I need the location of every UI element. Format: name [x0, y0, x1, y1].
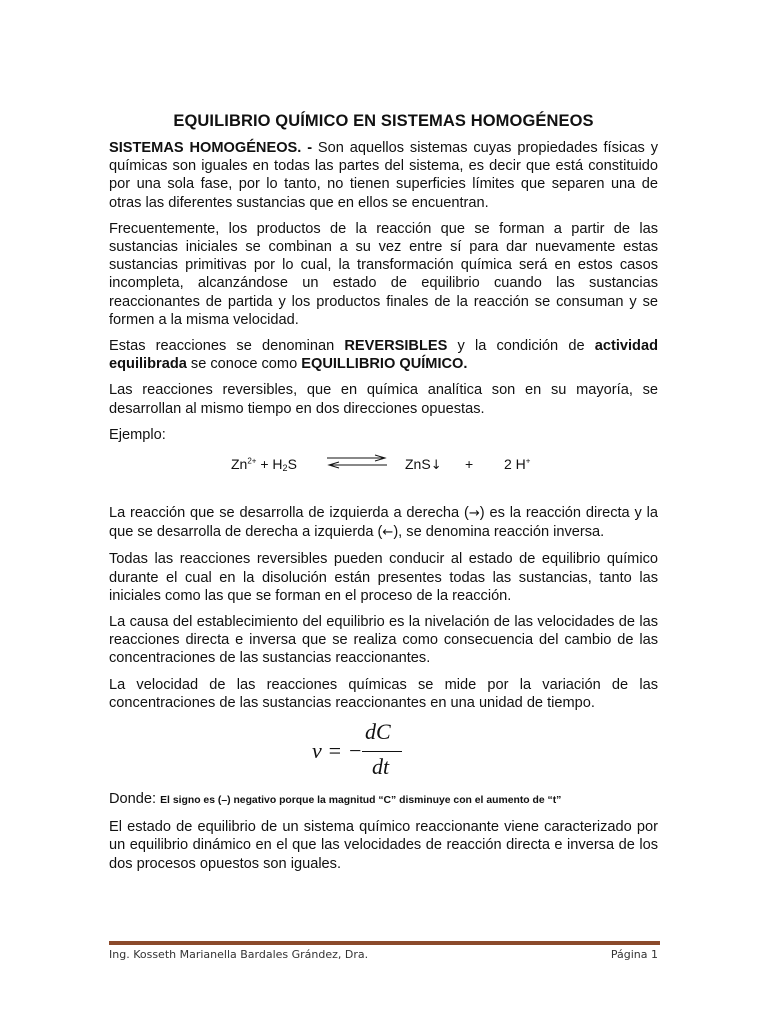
product-zns: ZnS↓: [405, 456, 442, 474]
fraction-bar: [362, 751, 402, 752]
example-label: Ejemplo:: [109, 426, 166, 443]
paragraph-dynamic-equilibrium: El estado de equilibrio de un sistema químico reaccionante viene caracterizado por un equilibrio dinámico en el que las velocidades de reacción directa e inversa de los dos procesos opuestos son iguales.: [109, 819, 658, 872]
paragraph-equilibrium-state: Todas las reacciones reversibles pueden conducir al estado de equilibrio químico durante el cual en la disolución están presentes todas las sustancias, tanto las iniciales como las que se forman en el proceso de la reacción.: [109, 551, 658, 604]
footer-author: Ing. Kosseth Marianella Bardales Grández, Dra.: [109, 948, 369, 961]
arrow-right-icon: →: [468, 506, 480, 522]
document-title: EQUILIBRIO QUÍMICO EN SISTEMAS HOMOGÉNEOS: [173, 112, 594, 130]
term-reversibles: REVERSIBLES: [344, 338, 448, 355]
term-chemical-equilibrium: EQUILLIBRIO QUÍMICO.: [301, 356, 468, 373]
paragraph-directions: Las reacciones reversibles, que en química analítica son en su mayoría, se desarrollan al mismo tiempo en dos direcciones opuestas.: [109, 382, 658, 417]
equilibrium-arrows-icon: [325, 454, 389, 470]
arrow-left-icon: ←: [382, 525, 394, 541]
footer-page-number: Página 1: [610, 948, 658, 961]
product-hydrogen: 2 H+: [504, 456, 531, 473]
velocity-formula: [109, 719, 658, 786]
formula-denominator: dt: [372, 754, 390, 780]
footer-rule: [109, 941, 660, 945]
paragraph-homogeneous-systems: SISTEMAS HOMOGÉNEOS. - Son aquellos sistemas cuyas propiedades físicas y químicas son iguales en todas las partes del sistema, es decir que está constituido por una sola fase, por lo tanto, no tienen superficies límites que separen una de otras las diferentes sustancias que en ellos se encuentran.: [109, 140, 659, 211]
document-page: [109, 112, 658, 881]
paragraph-cause: La causa del establecimiento del equilibrio es la nivelación de las velocidades de las reacciones directa e inversa que se realiza como consecuencia del cambio de las concentraciones de las sustancias reaccionantes.: [109, 614, 658, 667]
reactants: $Zn^{2+} + H_2S$: [231, 456, 297, 474]
formula-explanation: Donde: El signo es (–) negativo porque la magnitud “C” disminuye con el aumento de “t”: [109, 791, 562, 808]
formula-numerator: dC: [365, 719, 391, 745]
precipitate-arrow-icon: ↓: [430, 458, 442, 474]
plus-sign: +: [465, 456, 474, 473]
paragraph-direct-inverse: La reacción que se desarrolla de izquierda a derecha (→) es la reacción directa y la que se desarrolla de derecha a izquierda (←), se denomina reacción inversa.: [109, 505, 658, 541]
page-footer: [109, 948, 658, 961]
reaction-equation: [109, 454, 658, 504]
paragraph-velocity: La velocidad de las reacciones químicas se mide por la variación de las concentraciones de las sustancias reaccionantes en una unidad de tiempo.: [109, 676, 658, 711]
paragraph-products: Frecuentemente, los productos de la reacción que se forman a partir de las sustancias iniciales se combinan a su vez entre sí para dar nuevamente estas sustancias primitivas por lo cual, la transformación química será en estos casos incompleta, alcanzándose un estado de equilibrio cuando las sustancias reaccionantes de partida y los productos finales de la reacción se consuman y se formen a la misma velocidad.: [109, 220, 658, 328]
sign-note: El signo es (–) negativo porque la magnitud “C” disminuye con el aumento de “t”: [160, 795, 562, 807]
formula-lhs: v = −: [312, 738, 363, 764]
term-active-balance: actividad equilibrada: [109, 338, 658, 373]
paragraph-reversible: Estas reacciones se denominan REVERSIBLES y la condición de actividad equilibrada se conoce como EQUILLIBRIO QUÍMICO.: [109, 338, 658, 373]
term-homogeneous-systems: SISTEMAS HOMOGÉNEOS. -: [109, 140, 313, 156]
